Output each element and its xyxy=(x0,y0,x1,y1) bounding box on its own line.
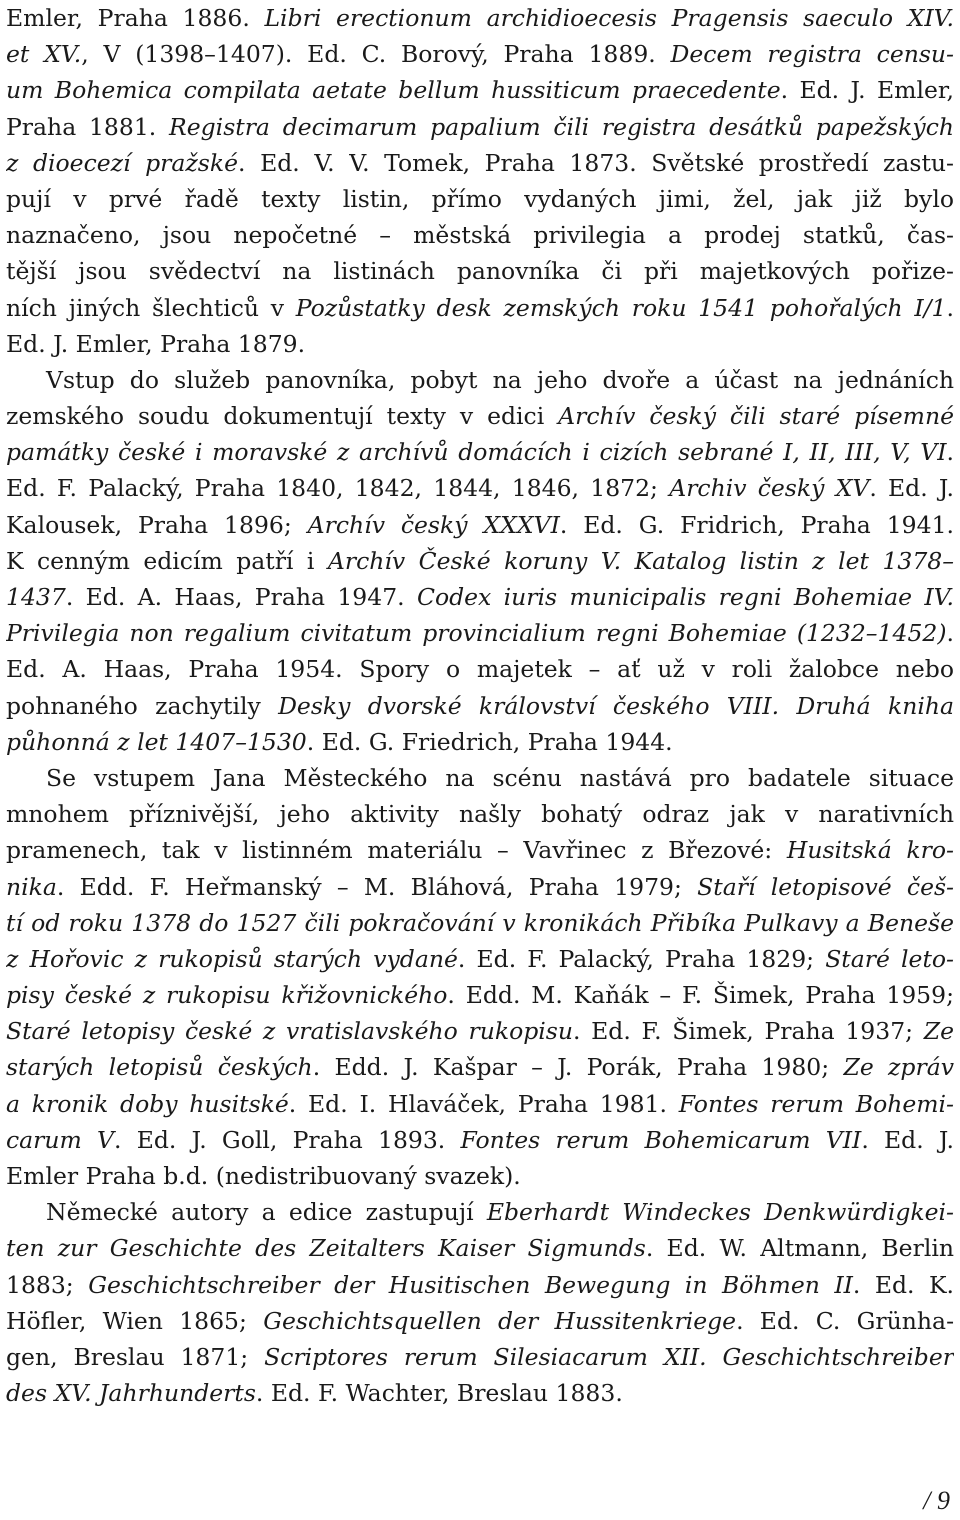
italic-title-segment: z Hořovic z rukopisů starých vydané xyxy=(6,944,458,973)
text-segment: . xyxy=(946,619,954,648)
italic-title-segment: Geschichtschreiber der Husitischen Bewegung in Böhmen II xyxy=(88,1270,853,1299)
text-line xyxy=(6,398,954,434)
text-segment: Se vstupem Jana Městeckého na scénu nastává pro badatele situace xyxy=(46,763,954,792)
text-line xyxy=(6,1086,954,1122)
italic-title-segment: Ze xyxy=(923,1017,954,1046)
text-segment: . Ed. G. Fridrich, Praha 1941. xyxy=(559,510,954,539)
italic-title-segment: a kronik doby husitské xyxy=(6,1089,289,1118)
text-line xyxy=(6,796,954,832)
italic-title-segment: Codex iuris municipalis regni Bohemiae IV. xyxy=(416,583,954,611)
italic-title-segment: nika xyxy=(6,872,57,901)
text-line xyxy=(6,362,954,398)
text-line xyxy=(6,1230,954,1266)
text-segment: Kalousek, Praha 1896; xyxy=(6,510,308,539)
text-line xyxy=(6,109,954,145)
text-segment: Ed. A. Haas, Praha 1954. Spory o majetek – ať už v roli žalobce nebo xyxy=(6,655,954,684)
text-segment: . Ed. A. Haas, Praha 1947. xyxy=(65,583,417,611)
text-line xyxy=(6,615,954,651)
text-line xyxy=(6,1049,954,1085)
italic-title-segment: Husitská kro- xyxy=(786,836,954,865)
document-page xyxy=(6,0,954,1411)
text-segment: Německé autory a edice zastupují xyxy=(46,1198,487,1227)
text-segment: Ed. F. Palacký, Praha 1840, 1842, 1844, 1846, 1872; xyxy=(6,474,670,503)
text-line xyxy=(6,688,954,724)
text-line xyxy=(6,434,954,470)
text-line xyxy=(6,145,954,181)
text-segment: . Ed. F. Šimek, Praha 1937; xyxy=(572,1017,924,1046)
text-line xyxy=(6,1375,954,1411)
italic-title-segment: Privilegia non regalium civitatum provincialium regni Bohemiae (1232–1452) xyxy=(6,619,947,648)
text-line xyxy=(6,724,954,760)
text-line xyxy=(6,1158,954,1194)
italic-title-segment: půhonná z let 1407–1530 xyxy=(6,727,307,756)
italic-title-segment: um Bohemica compilata aetate bellum hussiticum praecedente xyxy=(6,76,781,105)
text-line xyxy=(6,1013,954,1049)
italic-title-segment: z dioecezí pražské xyxy=(6,148,239,177)
text-segment: . xyxy=(946,438,954,467)
text-segment: zemského soudu dokumentují texty v edici xyxy=(6,402,559,431)
italic-title-segment: Scriptores rerum Silesiacarum XII. Geschichtschreiber xyxy=(264,1342,954,1371)
text-segment: . Ed. G. Friedrich, Praha 1944. xyxy=(306,727,673,756)
text-line xyxy=(6,326,954,362)
text-segment: . Ed. J. xyxy=(861,1125,954,1154)
italic-title-segment: Eberhardt Windeckes Denkwürdigkei- xyxy=(486,1198,954,1227)
italic-title-segment: pisy české z rukopisu křižovnického xyxy=(6,981,448,1010)
italic-title-segment: Ze zpráv xyxy=(843,1053,954,1082)
italic-title-segment: Archív český XXXVI xyxy=(307,510,560,539)
text-line xyxy=(6,1339,954,1375)
text-line xyxy=(6,1194,954,1230)
text-segment: Emler Praha b.d. (nedistribuovaný svazek). xyxy=(6,1162,521,1190)
italic-title-segment: des XV. Jahrhunderts xyxy=(6,1379,256,1408)
italic-title-segment: Registra decimarum papalium čili registra desátků papežských xyxy=(169,112,954,141)
text-line xyxy=(6,72,954,108)
page-number: / 9 xyxy=(923,1486,950,1515)
text-segment: . Ed. C. Grünha- xyxy=(736,1306,954,1335)
italic-title-segment: Archív český čili staré písemné xyxy=(558,402,954,431)
text-line xyxy=(6,905,954,941)
body-text xyxy=(6,0,954,1411)
text-line xyxy=(6,253,954,289)
italic-title-segment: Pozůstatky desk zemských roku 1541 pohořalých I/1 xyxy=(295,293,947,322)
text-segment: Vstup do služeb panovníka, pobyt na jeho dvoře a účast na jednáních xyxy=(46,365,954,394)
text-segment: mnohem příznivější, jeho aktivity našly bohatý odraz jak v narativních xyxy=(6,800,954,829)
italic-title-segment: památky české i moravské z archívů domácích i cizích sebrané I, II, III, V, VI xyxy=(6,438,947,467)
text-line xyxy=(6,760,954,796)
text-segment: pramenech, tak v listinném materiálu – Vavřinec z Březové: xyxy=(6,836,787,865)
text-segment: . Edd. F. Heřmanský – M. Bláhová, Praha 1979; xyxy=(56,872,698,901)
italic-title-segment: ten zur Geschichte des Zeitalters Kaiser Sigmunds xyxy=(6,1234,646,1263)
text-segment: . Ed. F. Palacký, Praha 1829; xyxy=(457,944,826,973)
text-segment: pují v prvé řadě texty listin, přímo vydaných jimi, žel, jak již bylo xyxy=(6,184,954,213)
text-segment: Praha 1881. xyxy=(6,112,170,141)
text-segment: , V (1398–1407). Ed. C. Borový, Praha 1889. xyxy=(81,40,671,69)
text-line xyxy=(6,832,954,868)
text-segment: gen, Breslau 1871; xyxy=(6,1342,265,1371)
text-segment: . Ed. V. V. Tomek, Praha 1873. Světské prostředí zastu- xyxy=(238,148,954,177)
text-line xyxy=(6,507,954,543)
italic-title-segment: carum V xyxy=(6,1125,115,1154)
italic-title-segment: Archív České koruny V. Katalog listin z let 1378– xyxy=(327,546,954,575)
text-segment: . Ed. W. Altmann, Berlin xyxy=(645,1234,954,1263)
italic-title-segment: Decem registra censu- xyxy=(670,40,954,69)
text-line xyxy=(6,470,954,506)
text-segment: tější jsou svědectví na listinách panovníka či při majetkových pořize- xyxy=(6,257,954,286)
italic-title-segment: tí od roku 1378 do 1527 čili pokračování v kronikách Přibíka Pulkavy a Beneše xyxy=(6,908,954,937)
text-segment: K cenným edicím patří i xyxy=(6,546,328,575)
text-line xyxy=(6,1267,954,1303)
italic-title-segment: Fontes rerum Bohemicarum VII xyxy=(460,1125,862,1154)
italic-title-segment: starých letopisů českých xyxy=(6,1053,313,1082)
text-line xyxy=(6,543,954,579)
text-line xyxy=(6,217,954,253)
text-segment: . Edd. J. Kašpar – J. Porák, Praha 1980; xyxy=(312,1053,844,1082)
italic-title-segment: Geschichtsquellen der Hussitenkriege xyxy=(263,1306,737,1335)
text-line xyxy=(6,977,954,1013)
text-segment: . Ed. I. Hlaváček, Praha 1981. xyxy=(288,1089,679,1118)
italic-title-segment: et XV. xyxy=(6,40,82,69)
text-line xyxy=(6,181,954,217)
text-segment: pohnaného zachytily xyxy=(6,691,279,720)
text-segment: . Edd. M. Kaňák – F. Šimek, Praha 1959; xyxy=(447,981,954,1010)
italic-title-segment: Archiv český XV xyxy=(669,474,870,503)
text-segment: Ed. J. Emler, Praha 1879. xyxy=(6,329,306,358)
text-line xyxy=(6,941,954,977)
italic-title-segment: 1437 xyxy=(6,583,66,611)
italic-title-segment: Libri erectionum archidioecesis Pragensis saeculo XIV. xyxy=(264,4,954,32)
text-segment: naznačeno, jsou nepočetné – městská privilegia a prodej statků, čas- xyxy=(6,221,954,250)
text-segment: ních jiných šlechticů v xyxy=(6,293,296,322)
italic-title-segment: Staří letopisové češ- xyxy=(697,872,954,901)
text-segment: Höfler, Wien 1865; xyxy=(6,1306,264,1335)
text-segment: . Ed. J. Emler, xyxy=(780,76,954,105)
text-segment: . xyxy=(946,293,954,322)
text-segment: 1883; xyxy=(6,1270,89,1299)
text-line xyxy=(6,579,954,615)
italic-title-segment: Staré leto- xyxy=(825,944,954,973)
text-line xyxy=(6,1122,954,1158)
text-segment: . Ed. J. Goll, Praha 1893. xyxy=(114,1125,461,1154)
text-line xyxy=(6,36,954,72)
text-segment: Emler, Praha 1886. xyxy=(6,4,265,32)
text-line xyxy=(6,869,954,905)
text-line xyxy=(6,0,954,36)
text-segment: . Ed. K. xyxy=(852,1270,954,1299)
italic-title-segment: Staré letopisy české z vratislavského rukopisu xyxy=(6,1017,573,1046)
italic-title-segment: Fontes rerum Bohemi- xyxy=(678,1089,954,1118)
text-segment: . Ed. J. xyxy=(869,474,954,503)
italic-title-segment: Desky dvorské království českého VIII. Druhá kniha xyxy=(278,691,954,720)
text-line xyxy=(6,651,954,687)
text-line xyxy=(6,290,954,326)
text-segment: . Ed. F. Wachter, Breslau 1883. xyxy=(255,1379,623,1408)
text-line xyxy=(6,1303,954,1339)
